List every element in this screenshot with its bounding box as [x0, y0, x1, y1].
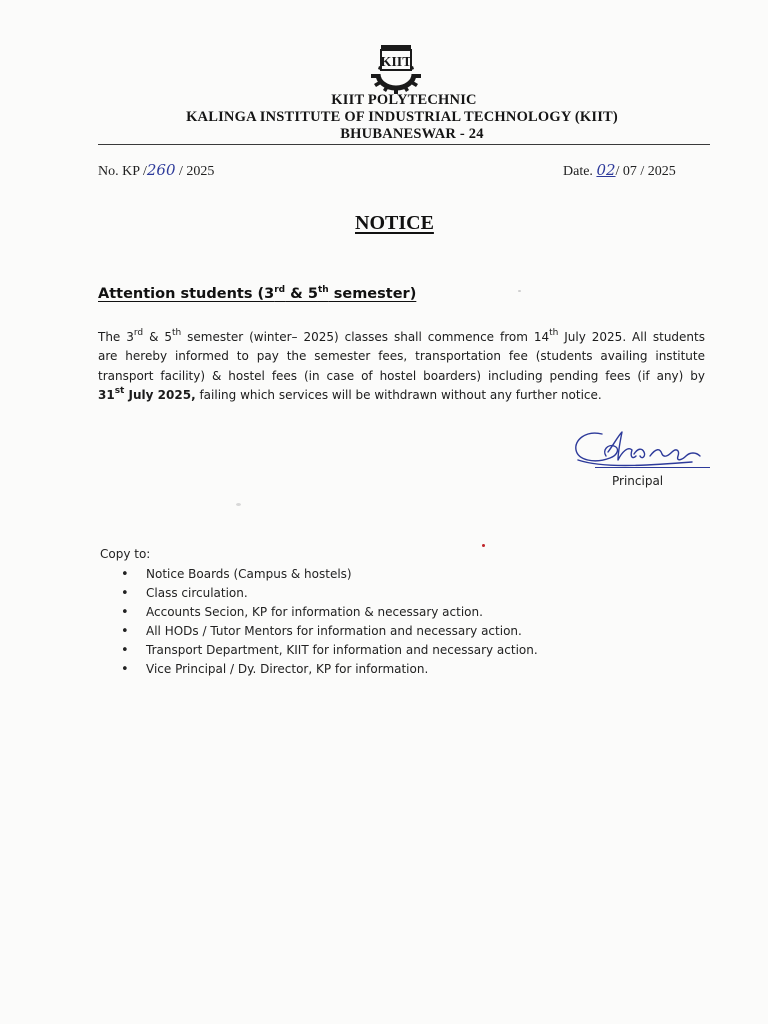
signature-underline	[595, 467, 710, 468]
reference-prefix: No. KP /	[98, 164, 147, 179]
reference-number	[98, 161, 214, 180]
copy-to-item: • All HODs / Tutor Mentors for information and necessary action.	[100, 622, 538, 641]
logo-lettering: KIIT	[380, 55, 412, 70]
date-prefix: Date.	[563, 164, 597, 179]
reference-year: / 2025	[175, 164, 215, 179]
copy-to-item: • Notice Boards (Campus & hostels)	[100, 565, 538, 584]
university-city: BHUBANESWAR - 24	[340, 126, 484, 142]
copy-to-item: • Vice Principal / Dy. Director, KP for information.	[100, 660, 538, 679]
scan-speck	[236, 503, 241, 506]
kiit-logo-icon	[365, 44, 427, 94]
institution-name: KIIT POLYTECHNIC	[331, 92, 477, 108]
header-rule	[98, 144, 710, 145]
copy-to-item: • Class circulation.	[100, 584, 538, 603]
attention-heading: Attention students (3rd & 5th semester)	[98, 285, 417, 302]
reference-handwritten-number: 260	[146, 161, 176, 179]
body-line-3: transport facility) & hostel fees (in case of hostel boarders) including pending fees (if any) by	[98, 368, 705, 383]
copy-to-item: • Accounts Secion, KP for information & necessary action.	[100, 603, 538, 622]
notice-date	[563, 161, 676, 180]
body-line-2: are hereby informed to pay the semester fees, transportation fee (students availing institute	[98, 349, 705, 364]
scan-speck	[482, 544, 485, 547]
date-suffix: / 07 / 2025	[615, 164, 676, 179]
university-name: KALINGA INSTITUTE OF INDUSTRIAL TECHNOLOGY (KIIT)	[186, 109, 618, 125]
date-handwritten-day: 02	[596, 161, 616, 179]
signatory-title: Principal	[612, 474, 664, 488]
body-line-4: 31st July 2025, failing which services will be withdrawn without any further notice.	[98, 386, 602, 403]
notice-body	[98, 328, 718, 406]
notice-title: NOTICE	[355, 212, 434, 234]
scan-speck	[518, 290, 521, 292]
copy-to-label: Copy to:	[100, 547, 151, 561]
principal-signature-icon	[572, 426, 707, 476]
body-line-1: The 3rd & 5th semester (winter– 2025) classes shall commence from 14th July 2025. All students	[98, 328, 705, 344]
copy-to-list	[100, 565, 538, 679]
copy-to-item: • Transport Department, KIIT for information and necessary action.	[100, 641, 538, 660]
